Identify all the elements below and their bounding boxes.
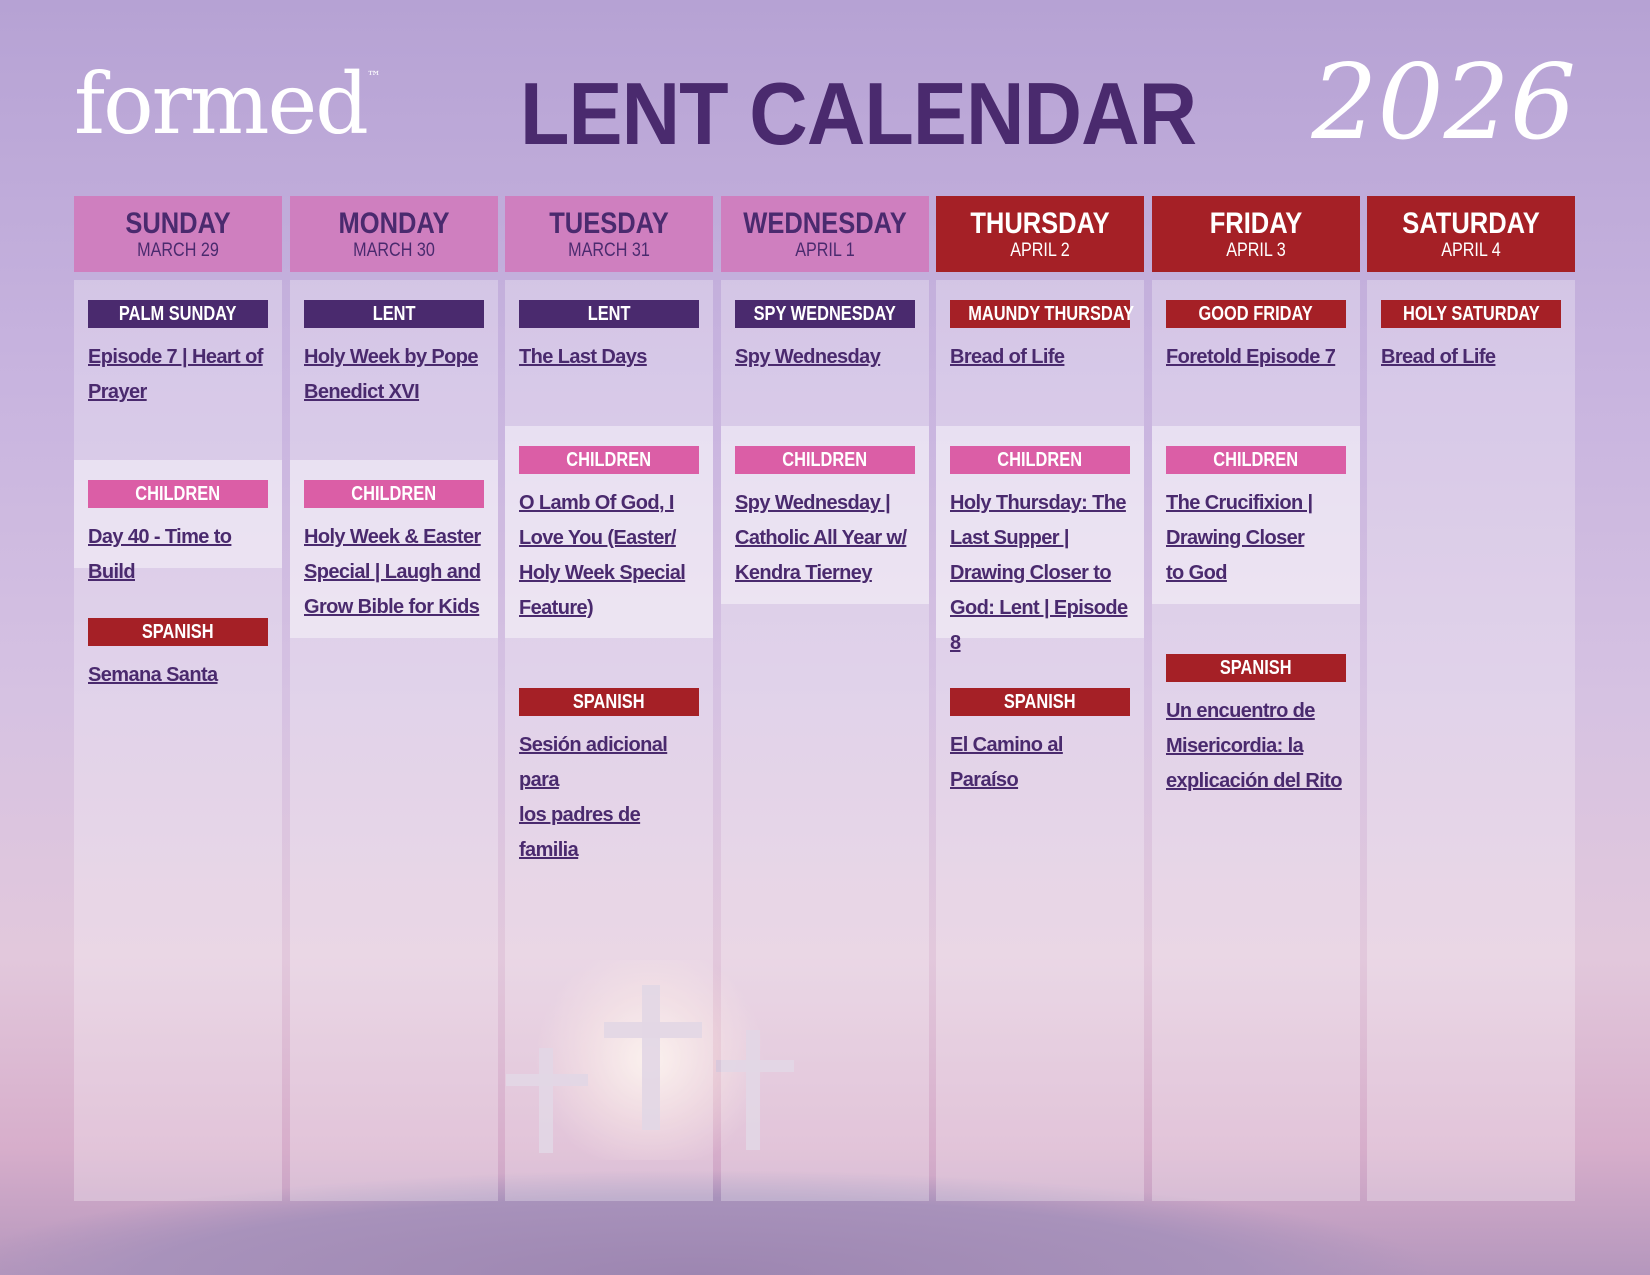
video-link[interactable]: Bread of Life <box>1381 346 1496 368</box>
section-main: SPY WEDNESDAY Spy Wednesday <box>721 280 929 426</box>
day-header: SATURDAY APRIL 4 <box>1367 196 1575 272</box>
day-column-thursday <box>936 196 1144 1201</box>
video-link[interactable]: Spy Wednesday <box>735 346 881 368</box>
section-spanish: SPANISH El Camino al Paraíso <box>936 638 1144 814</box>
video-link[interactable]: The Last Days <box>519 346 647 368</box>
year-label: 2026 <box>1311 41 1576 163</box>
section-children: CHILDREN Spy Wednesday | Catholic All Year w/ Kendra Tierney <box>721 426 929 604</box>
formed-logo[interactable]: formed™ <box>74 55 381 153</box>
day-column-saturday <box>1367 196 1575 1201</box>
day-header: THURSDAY APRIL 2 <box>936 196 1144 272</box>
video-link[interactable]: Bread of Life <box>950 346 1065 368</box>
video-link[interactable]: The Crucifixion | Drawing Closer to God <box>1166 492 1313 584</box>
day-header: MONDAY MARCH 30 <box>290 196 498 272</box>
section-children: CHILDREN The Crucifixion | Drawing Closer to God <box>1152 426 1360 604</box>
video-link[interactable]: Day 40 - Time to Build <box>88 526 232 583</box>
calendar-grid <box>74 196 1578 1201</box>
day-column-sunday <box>74 196 282 1201</box>
video-link[interactable]: Un encuentro de Misericordia: la explicación del Rito <box>1166 700 1342 792</box>
day-column-friday <box>1152 196 1360 1201</box>
day-header: FRIDAY APRIL 3 <box>1152 196 1360 272</box>
section-children: CHILDREN Day 40 - Time to Build <box>74 460 282 568</box>
day-header: WEDNESDAY APRIL 1 <box>721 196 929 272</box>
section-main: MAUNDY THURSDAY Bread of Life <box>936 280 1144 426</box>
day-header: SUNDAY MARCH 29 <box>74 196 282 272</box>
video-link[interactable]: Holy Thursday: The Last Supper | Drawing Closer to God: Lent | Episode 8 <box>950 492 1128 654</box>
section-spanish: SPANISH Sesión adicional para los padres de familia <box>505 638 713 884</box>
video-link[interactable]: El Camino al Paraíso <box>950 734 1063 791</box>
video-link[interactable]: Foretold Episode 7 <box>1166 346 1336 368</box>
video-link[interactable]: Episode 7 | Heart of Prayer <box>88 346 263 403</box>
section-spanish: SPANISH Semana Santa <box>74 568 282 709</box>
section-main: LENT The Last Days <box>505 280 713 426</box>
day-header: TUESDAY MARCH 31 <box>505 196 713 272</box>
section-main: GOOD FRIDAY Foretold Episode 7 <box>1152 280 1360 426</box>
video-link[interactable]: Holy Week & Easter Special | Laugh and Grow Bible for Kids <box>304 526 481 618</box>
video-link[interactable]: Sesión adicional para los padres de familia <box>519 734 668 861</box>
section-main: HOLY SATURDAY Bread of Life <box>1367 280 1575 426</box>
section-main: PALM SUNDAY Episode 7 | Heart of Prayer <box>74 280 282 460</box>
section-children: CHILDREN Holy Thursday: The Last Supper | Drawing Closer to God: Lent | Episode 8 <box>936 426 1144 638</box>
section-spanish: SPANISH Un encuentro de Misericordia: la explicación del Rito <box>1152 604 1360 815</box>
section-children: CHILDREN O Lamb Of God, I Love You (Easter/ Holy Week Special Feature) <box>505 426 713 638</box>
section-main: LENT Holy Week by Pope Benedict XVI <box>290 280 498 460</box>
day-column-monday <box>290 196 498 1201</box>
section-children: CHILDREN Holy Week & Easter Special | Laugh and Grow Bible for Kids <box>290 460 498 638</box>
day-column-tuesday <box>505 196 713 1201</box>
video-link[interactable]: Holy Week by Pope Benedict XVI <box>304 346 478 403</box>
page-title: LENT CALENDAR <box>520 64 1197 163</box>
day-column-wednesday <box>721 196 929 1201</box>
video-link[interactable]: Semana Santa <box>88 664 218 686</box>
video-link[interactable]: Spy Wednesday | Catholic All Year w/ Kendra Tierney <box>735 492 907 584</box>
video-link[interactable]: O Lamb Of God, I Love You (Easter/ Holy Week Special Feature) <box>519 492 686 619</box>
